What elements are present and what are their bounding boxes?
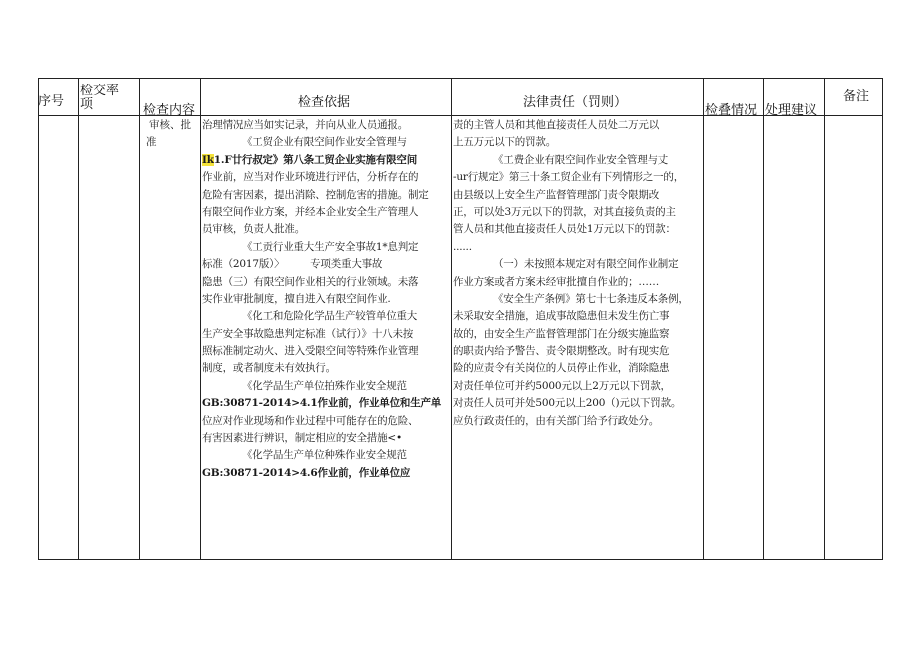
text-line: 管人员和其他直接责任人员处1万元以下的罚款： (453, 223, 676, 236)
col-divider (451, 79, 452, 559)
header-status: 检叠情况 (705, 103, 758, 118)
text-line: 由县级以上安全生产监督管理部门责令限期改 (453, 188, 659, 201)
basis-cell (202, 117, 450, 482)
text-line: 《安全生产条例》第七十七条违反本条例， (493, 292, 689, 305)
header-item-label: 检交率 项 (80, 84, 120, 112)
header-item (80, 84, 136, 118)
text-line: 隐患（三）有限空间作业相关的行业领域。未落 (202, 275, 419, 288)
text-line: 对责任人员可并处500元以上200（)元以下罚款。 (453, 397, 682, 410)
text-line: GB:30871-2014>4.6作业前，作业单位应 (202, 466, 411, 479)
text-line: 作业方案或者方案未经审批擅自作业的；…… (453, 275, 659, 288)
text-line: 未采取安全措施，追成事故隐患但未发生伤亡事 (453, 310, 670, 323)
text-line: 故的，由安全生产监督管理部门在分级实施监察 (453, 327, 670, 340)
liability-cell (453, 117, 703, 430)
text-line: 有害因素进行辨识，制定相应的安全措施<• (202, 432, 402, 445)
text-line: 照标准制定动火、进入受限空间等特殊作业管理 (202, 345, 419, 358)
header-suggestion: 处理建议 (765, 103, 818, 118)
text-line: 员审核，负责人批准。 (202, 223, 305, 236)
text-line: （一）未按照本规定对有限空间作业制定 (493, 258, 679, 271)
col-divider (78, 79, 79, 559)
header-remark: 备注 (843, 89, 870, 104)
text-line: 《工贸企业有限空间作业安全管理与 (242, 136, 407, 149)
text-line: 上五万元以下的罚款。 (453, 136, 556, 149)
text-line: 制度，或者制度未有效执行。 (202, 362, 336, 375)
header-content: 检查内容 (143, 103, 196, 118)
text-line: 实作业审批制度，擅自进入有限空间作业. (202, 292, 391, 305)
text-line: 生产安全事故隐患判定标准（试行）》十八未按 (202, 327, 414, 340)
text-line: 应负行政责任的，由有关部门给予行政处分。 (453, 414, 659, 427)
text-line: GB:30871-2014>4.1作业前，作业单位和生产单 (202, 397, 442, 410)
highlight-mark: Ik (202, 153, 214, 166)
text-line: 的职责内给予警告、责令限期整改。时有现实危 (453, 345, 670, 358)
text-line: 治理情况应当如实记录，并向从业人员通报。 (202, 119, 408, 131)
text-line: 《化学品生产单位种殊作业安全规范 (242, 449, 407, 462)
text-line: 《工贡行业重大生产安全事故1*息判定 (242, 240, 419, 253)
col-divider (703, 79, 704, 559)
text-line: Ik1.F廿行叔定》第八条工贸企业实施有限空间 (202, 153, 418, 166)
text-line: 对责任单位可并约5000元以上2万元以下罚款， (453, 379, 671, 392)
text-line: -ur行规定》第三十条工贸企业有下列情形之一的， (453, 171, 685, 184)
col-divider (763, 79, 764, 559)
col-divider (139, 79, 140, 559)
col-divider (824, 79, 825, 559)
text-line: 危险有害因素，提出消除、控制危害的措施。制定 (202, 188, 429, 201)
text-line: 有限空间作业方案，并经本企业安全生产管理人 (202, 205, 419, 218)
content-cell (146, 117, 198, 151)
text-line: 责的主管人员和其他直接责任人员处二万元以 (453, 119, 659, 131)
header-liability: 法律责任（罚则） (523, 95, 628, 110)
text-line: 险的应责令有关岗位的人员停止作业，消除隐患 (453, 362, 670, 375)
text-line: ...... (453, 240, 472, 253)
col-divider (200, 79, 201, 559)
header-basis: 检查依据 (298, 95, 351, 110)
text-line: 《化学品生产单位拍殊作业安全规范 (242, 379, 407, 392)
text-line: 正，可以处3万元以下的罚款，对其直接负责的主 (453, 205, 676, 218)
text-line: 作业前，应当对作业环境进行评估，分析存在的 (202, 171, 419, 184)
content-line: 准 (146, 136, 157, 148)
text-line: 位应对作业现场和作业过程中可能存在的危险、 (202, 414, 419, 427)
text-line: 《化工和危险化学品生产较管单位重大 (242, 310, 418, 323)
text-line: 标准（2017版）〉 专项类重大事故 (202, 258, 383, 271)
header-seq: 序号 (38, 94, 65, 109)
content-line: 审核、批 (149, 119, 191, 131)
inspection-table (38, 78, 883, 560)
text-line: 《工费企业有限空间作业安全管理与丈 (493, 153, 669, 166)
